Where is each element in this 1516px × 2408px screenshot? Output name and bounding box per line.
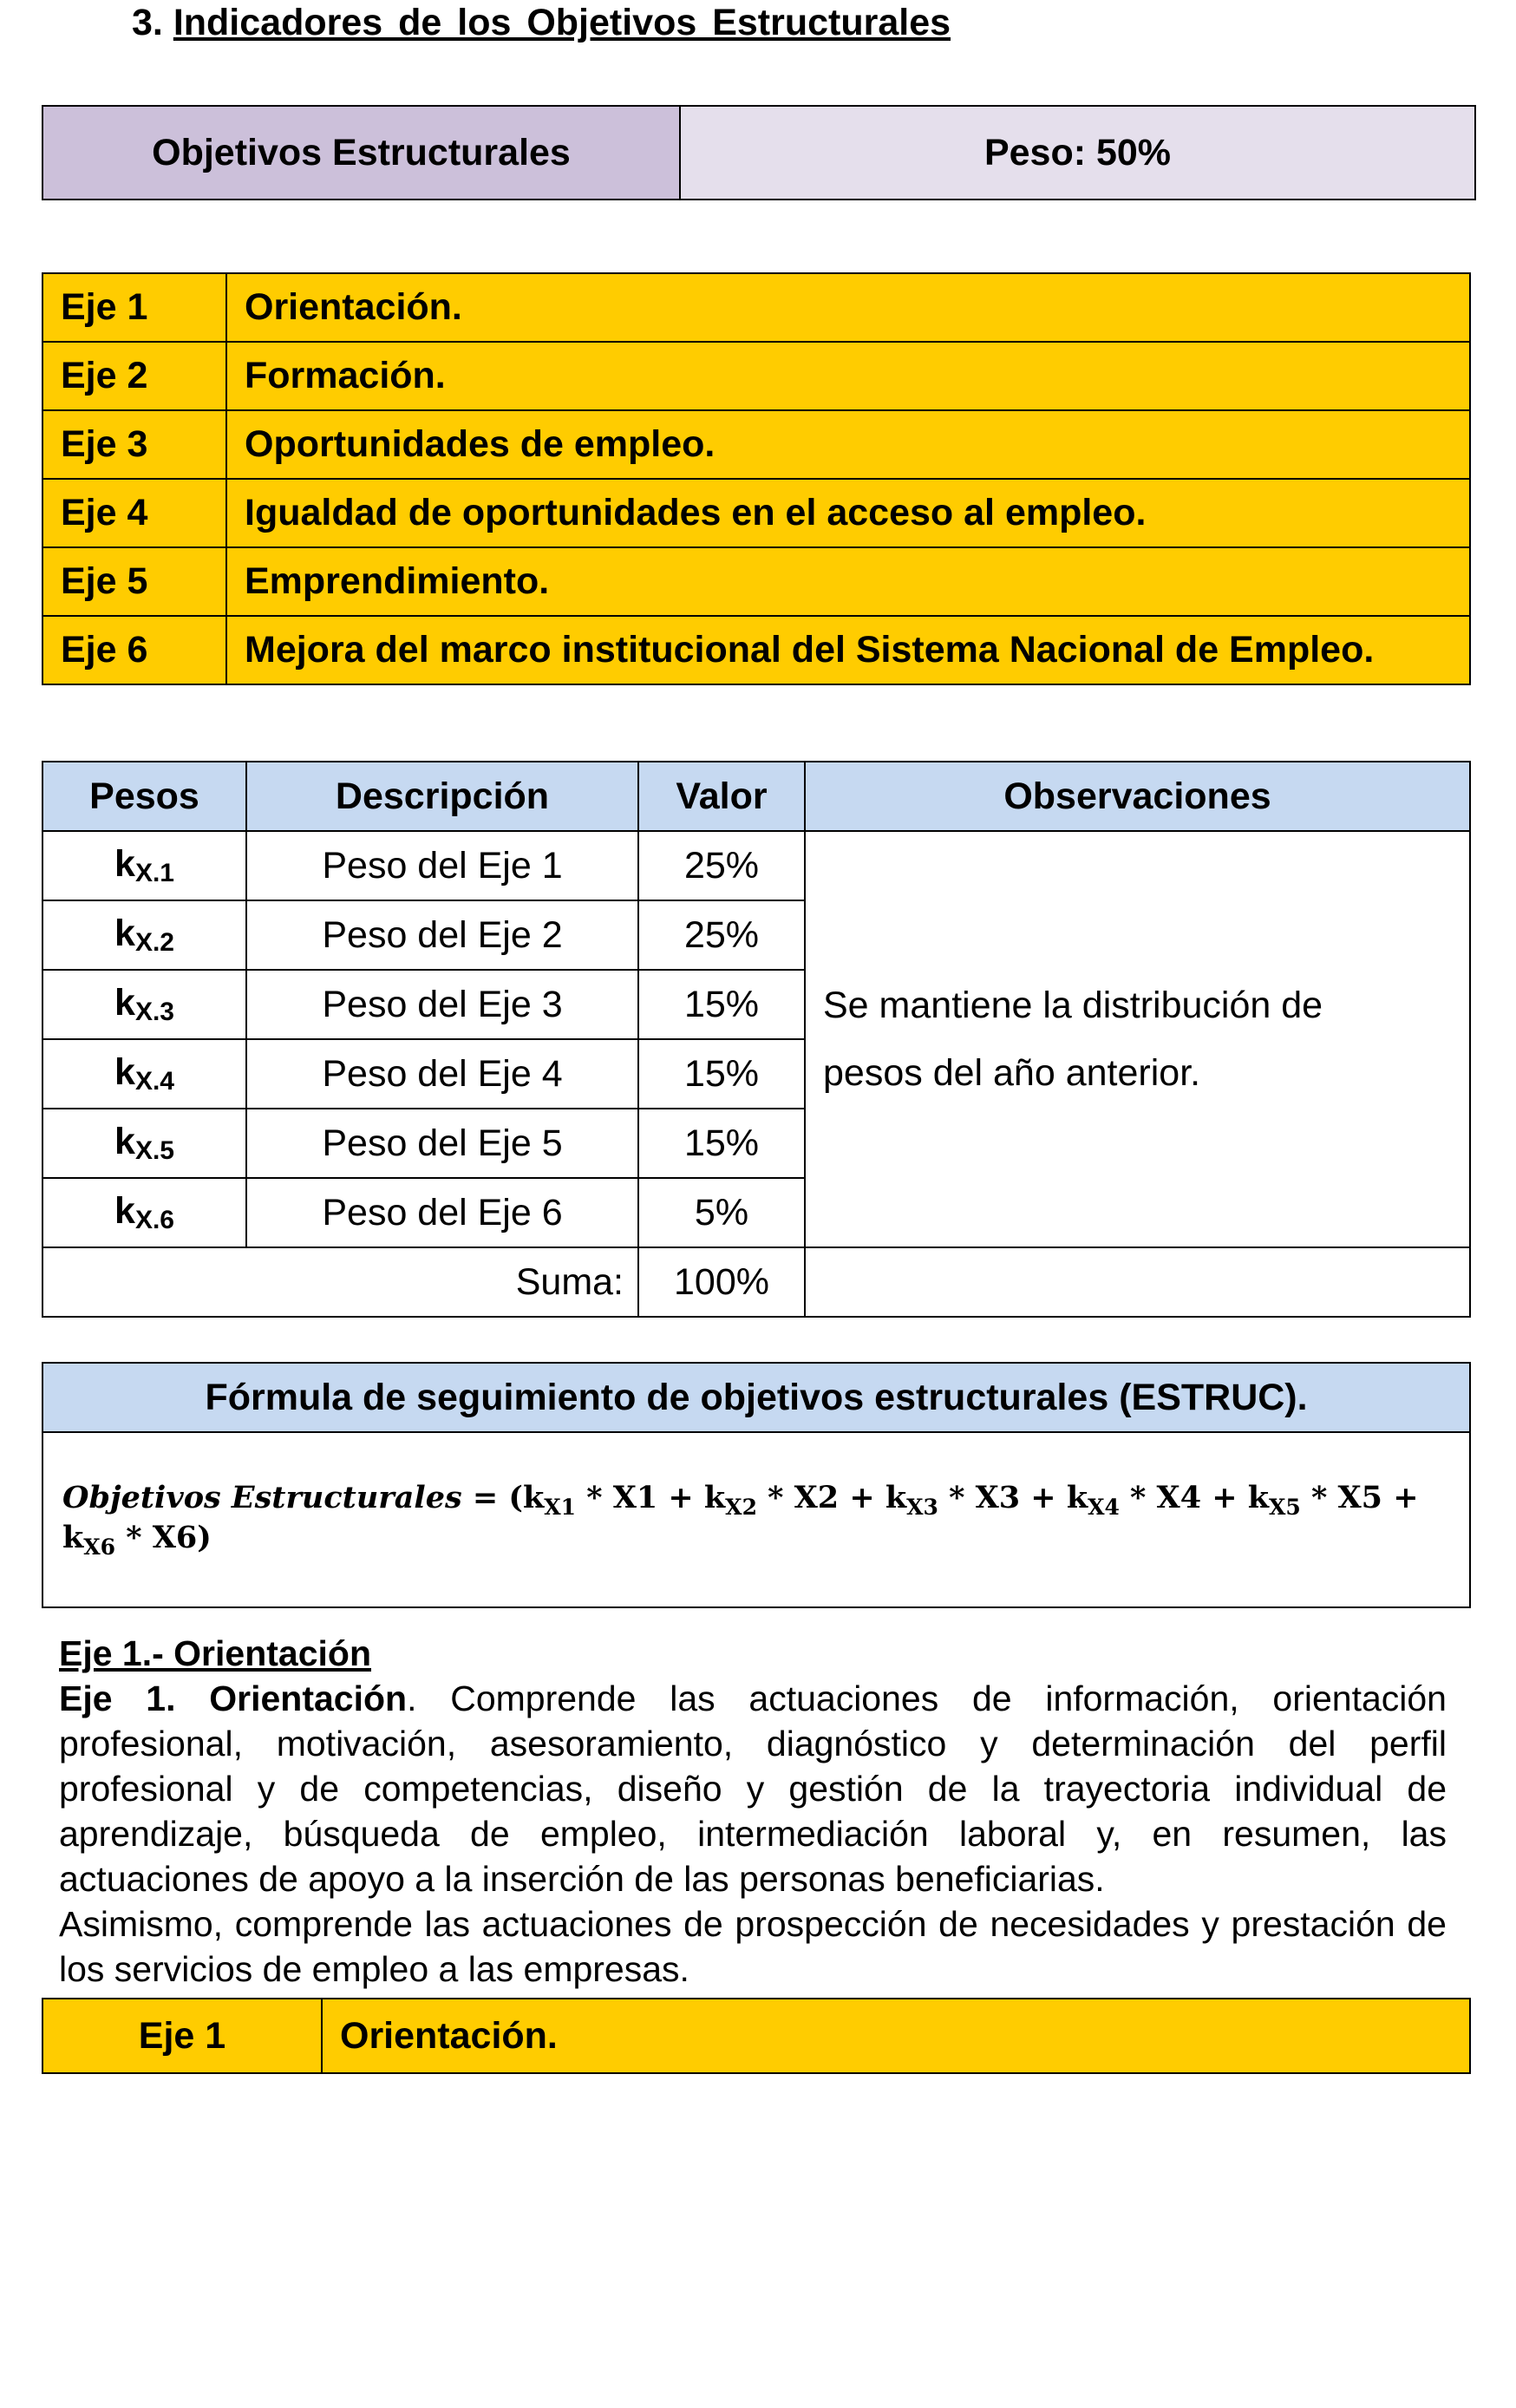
eje-row	[42, 479, 1470, 547]
eje-row	[42, 547, 1470, 616]
peso-key: $k_{X.1}$	[42, 831, 246, 900]
formula-table	[42, 1362, 1471, 1608]
eje-label: Oportunidades de empleo.	[226, 410, 1470, 479]
eje-key: Eje 1	[42, 273, 226, 342]
objetivos-label: Objetivos Estructurales	[42, 106, 680, 200]
formula-title: Fórmula de seguimiento de objetivos estructurales (ESTRUC).	[42, 1363, 1470, 1432]
eje-key: Eje 5	[42, 547, 226, 616]
peso-desc: Peso del Eje 3	[246, 970, 638, 1039]
eje-label: Orientación.	[226, 273, 1470, 342]
suma-value: 100%	[638, 1247, 805, 1317]
eje-label: Mejora del marco institucional del Sistema Nacional de Empleo.	[226, 616, 1470, 684]
eje1-heading: Eje 1.- Orientación	[59, 1633, 371, 1673]
peso-value: 15%	[638, 970, 805, 1039]
peso-label: Peso: 50%	[680, 106, 1475, 200]
peso-key: $k_{X.6}$	[42, 1178, 246, 1247]
peso-desc: Peso del Eje 2	[246, 900, 638, 970]
eje-label: Igualdad de oportunidades en el acceso al empleo.	[226, 479, 1470, 547]
eje-key: Eje 6	[42, 616, 226, 684]
eje-label: Formación.	[226, 342, 1470, 410]
peso-key: $k_{X.2}$	[42, 900, 246, 970]
eje1-paragraph: Eje 1. Orientación. Comprende las actuaciones de información, orientación profesional, motivación, asesoramiento, diagnóstico y determinación del perfil profesional y de competencias, diseño y gestión de la trayectoria individual de aprendizaje, búsqueda de empleo, intermediación laboral y, en resumen, las actuaciones de apoyo a la inserción de las personas beneficiarias.	[59, 1678, 1447, 1899]
peso-value: 25%	[638, 900, 805, 970]
objetivos-header-table	[42, 105, 1476, 200]
formula-expression: Objetivos Estructurales = $(k_{X1} * X1 + k_{X2} * X2 + k_{X3} * X3 + k_{X4} * X4 + k_{X5} * X5 + k_{X6} * X6)$	[42, 1432, 1470, 1607]
observaciones-cell	[805, 831, 1470, 1247]
eje-row	[42, 273, 1470, 342]
peso-value: 15%	[638, 1039, 805, 1109]
eje-key: Eje 1	[42, 1999, 322, 2073]
section-title: Indicadores de los Objetivos Estructurales	[173, 2, 951, 43]
col-header-pesos: Pesos	[42, 762, 246, 831]
peso-desc: Peso del Eje 6	[246, 1178, 638, 1247]
suma-label: Suma:	[42, 1247, 638, 1317]
eje-key: Eje 4	[42, 479, 226, 547]
eje-label: Orientación.	[322, 1999, 1470, 2073]
eje-label: Emprendimiento.	[226, 547, 1470, 616]
eje-row	[42, 616, 1470, 684]
peso-value: 25%	[638, 831, 805, 900]
ejes-table	[42, 272, 1471, 685]
col-header-descripcion: Descripción	[246, 762, 638, 831]
eje1-paragraph-2: Asimismo, comprende las actuaciones de prospección de necesidades y prestación de los servicios de empleo a las empresas.	[59, 1904, 1447, 1989]
eje-key: Eje 2	[42, 342, 226, 410]
peso-key: $k_{X.4}$	[42, 1039, 246, 1109]
section-number: 3.	[132, 2, 163, 43]
peso-desc: Peso del Eje 4	[246, 1039, 638, 1109]
observaciones-line: pesos del año anterior.	[823, 1052, 1201, 1094]
peso-row	[42, 831, 1470, 900]
eje-row	[42, 410, 1470, 479]
eje1-summary-table	[42, 1998, 1471, 2074]
pesos-table	[42, 761, 1471, 1318]
peso-desc: Peso del Eje 5	[246, 1109, 638, 1178]
eje-key: Eje 3	[42, 410, 226, 479]
col-header-valor: Valor	[638, 762, 805, 831]
peso-key: $k_{X.3}$	[42, 970, 246, 1039]
pesos-header-row	[42, 762, 1470, 831]
col-header-observaciones: Observaciones	[805, 762, 1470, 831]
section-heading	[132, 2, 951, 44]
suma-row	[42, 1247, 1470, 1317]
eje1-section	[59, 1631, 1447, 1992]
peso-key: $k_{X.5}$	[42, 1109, 246, 1178]
peso-value: 15%	[638, 1109, 805, 1178]
peso-desc: Peso del Eje 1	[246, 831, 638, 900]
suma-empty	[805, 1247, 1470, 1317]
peso-value: 5%	[638, 1178, 805, 1247]
formula-name: Objetivos Estructurales	[62, 1480, 462, 1515]
eje-row	[42, 342, 1470, 410]
observaciones-line: Se mantiene la distribución de	[823, 985, 1323, 1026]
